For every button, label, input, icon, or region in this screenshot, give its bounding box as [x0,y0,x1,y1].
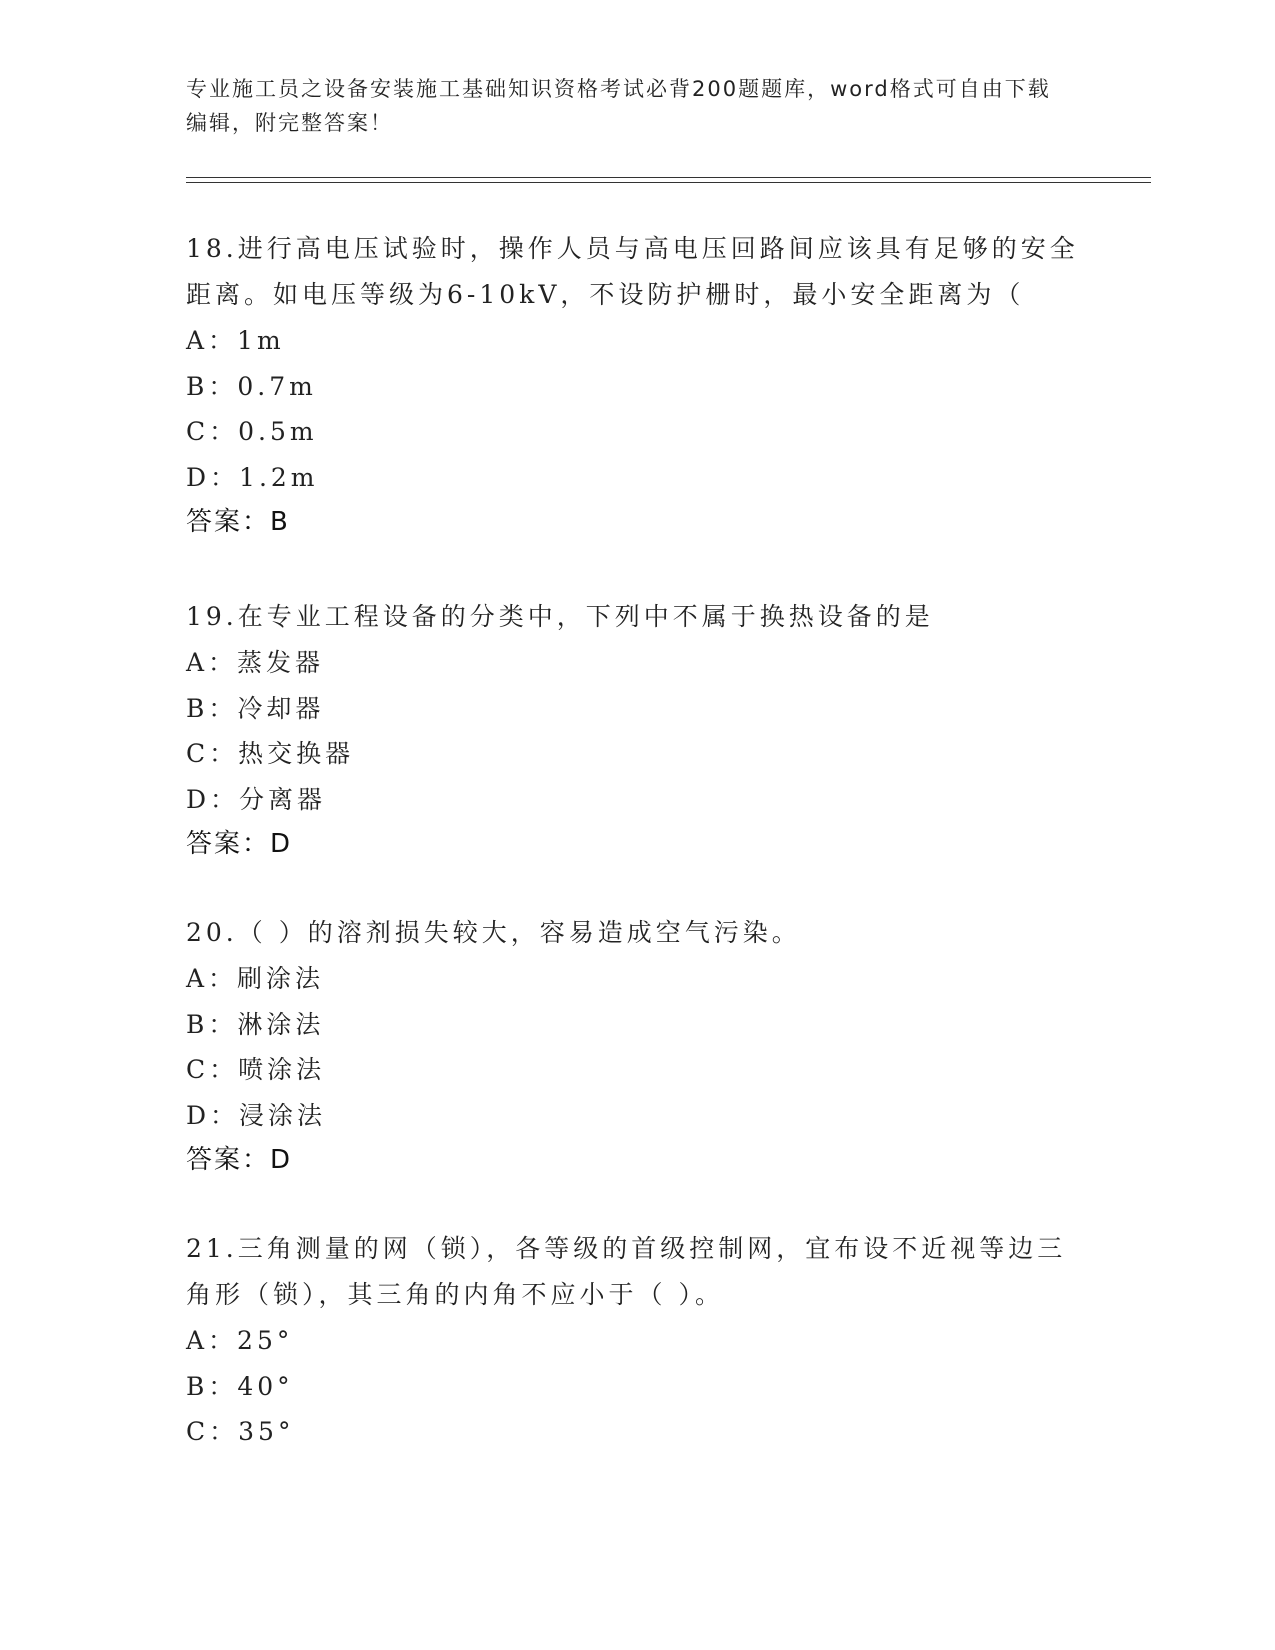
option-a: A：刷涂法 [186,964,325,993]
header-divider-bottom [186,182,1151,183]
option-d: D：浸涂法 [186,1100,327,1130]
header-divider-top [186,177,1151,178]
option-b: B：冷却器 [186,693,325,723]
option-c: C：35° [186,1417,295,1446]
option-a: A：1m [186,326,285,355]
question-text: 18.进行高电压试验时，操作人员与高电压回路间应该具有足够的安全距离。如电压等级为6-10kV，不设防护栅时，最小安全距离为（ [186,234,1079,309]
option-c: C：0.5m [186,417,318,446]
option-b: B：40° [186,1371,294,1401]
answer-line: 答案：D [186,829,293,859]
question-block [186,1226,1086,1455]
question-block [186,910,1086,1183]
option-d: D：分离器 [186,784,327,814]
question-text: 19.在专业工程设备的分类中，下列中不属于换热设备的是 [186,602,934,631]
question-block [186,226,1086,545]
question-block [186,594,1086,867]
answer-line: 答案：B [186,507,290,537]
option-a: A：蒸发器 [186,648,325,677]
answer-line: 答案：D [186,1145,293,1175]
option-a: A：25° [186,1326,294,1355]
question-text: 20.（ ）的溶剂损失较大，容易造成空气污染。 [186,918,801,947]
question-text: 21.三角测量的网（锁），各等级的首级控制网，宜布设不近视等边三角形（锁），其三角的内角不应小于（ ）。 [186,1234,1067,1309]
option-b: B：淋涂法 [186,1009,325,1039]
option-c: C：热交换器 [186,739,355,768]
option-d: D：1.2m [186,462,319,492]
option-c: C：喷涂法 [186,1055,326,1084]
document-header: 专业施工员之设备安装施工基础知识资格考试必背200题题库，word格式可自由下载编辑，附完整答案！ [186,77,1051,135]
option-b: B：0.7m [186,371,317,401]
